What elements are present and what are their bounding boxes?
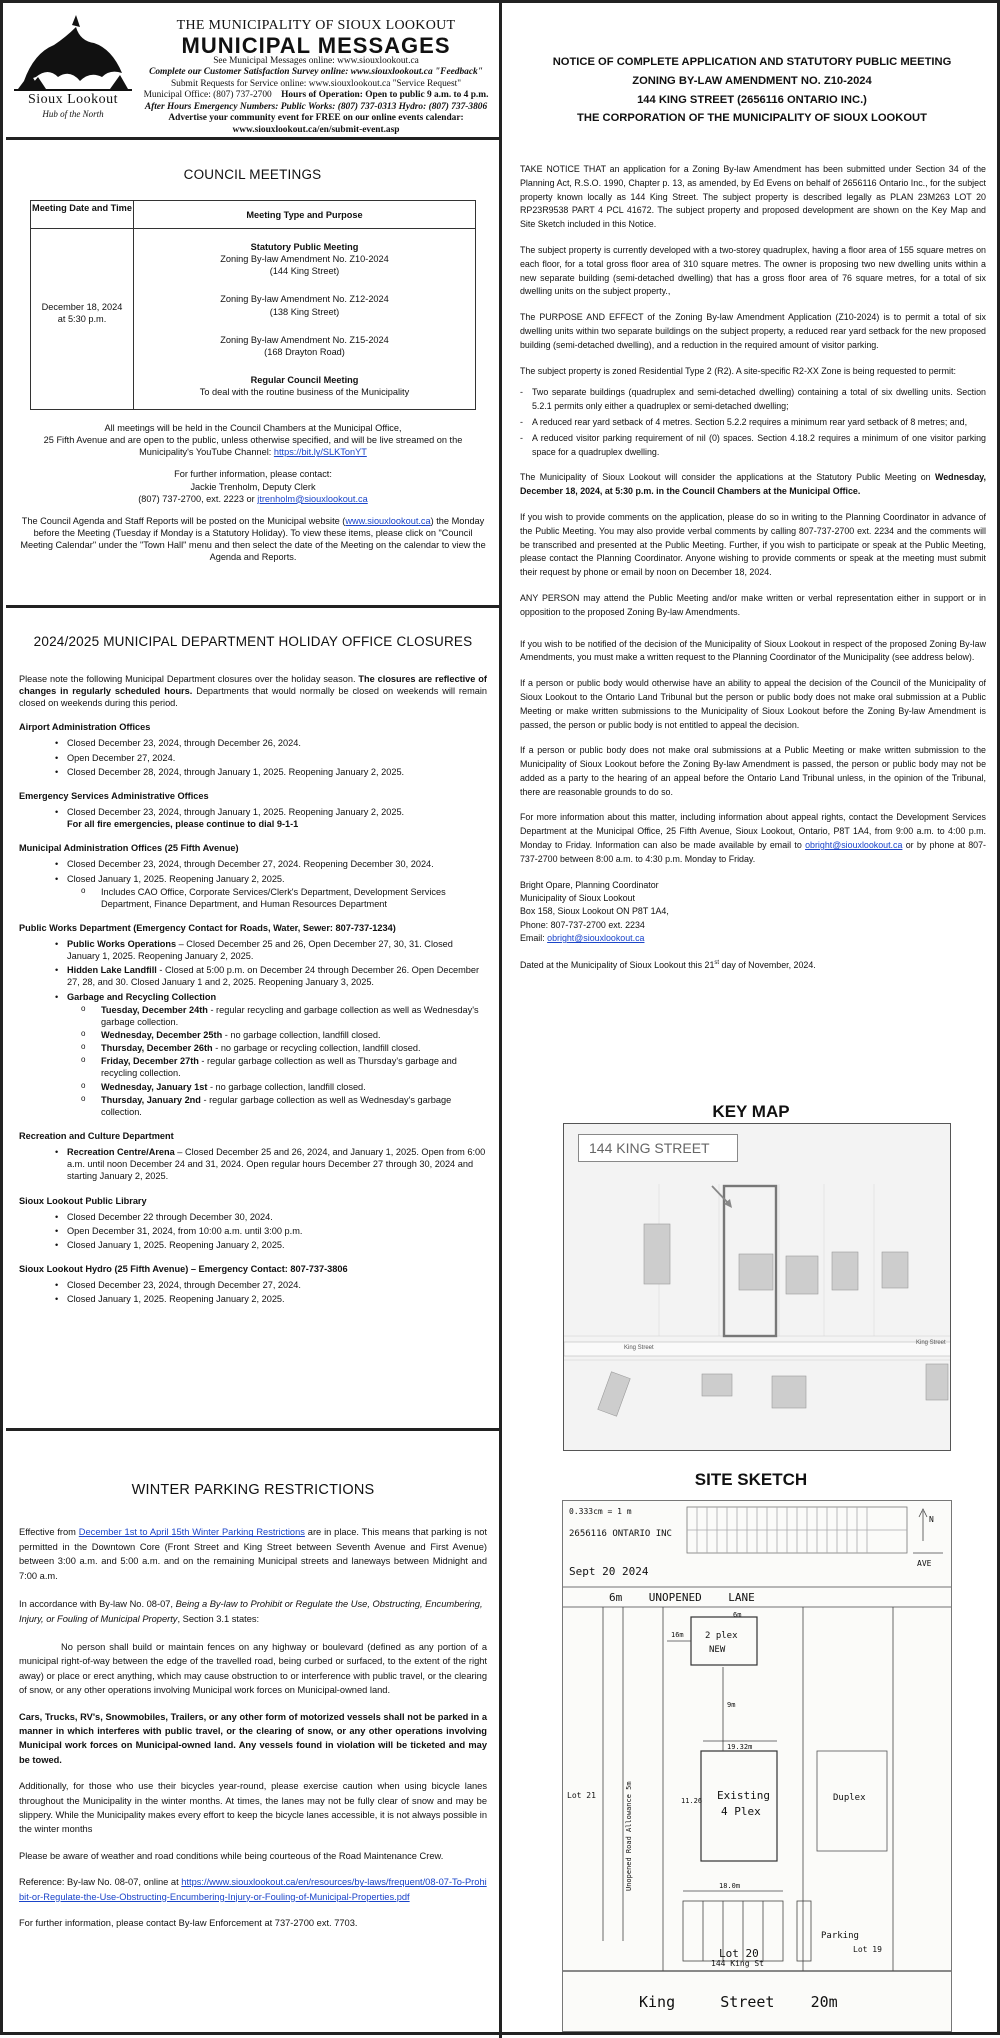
holiday-intro-c: Departments that would normally be closed on weekends will remain closed on weekends during this period. xyxy=(19,685,487,709)
contact-name: Jackie Trenholm, Deputy Clerk xyxy=(190,481,316,492)
sketch-dimension: 11.26 xyxy=(681,1797,703,1805)
masthead-line-survey: Complete our Customer Satisfaction Survey online: www.siouxlookout.ca "Feedback" xyxy=(149,67,483,78)
meeting-date-location: Wednesday, December 18, 2024, at 5:30 p.m. in the Council Chambers at the Municipal Office. xyxy=(520,472,986,497)
list-subitem: o Friday, December 27th - regular garbage collection as well as Thursday's garbage and recycling collection. xyxy=(67,1055,487,1079)
council-note-2: 25 Fifth Avenue and are open to the public, unless otherwise specified, and will be live streamed on the xyxy=(43,435,463,446)
masthead-municipality: THE MUNICIPALITY OF SIOUX LOOKOUT xyxy=(176,18,456,33)
list-item: • Public Works Operations – Closed December 25 and 26, Open December 27, 30, 31. Closed January 1, 2025. Reopening January 2, 2025. xyxy=(19,938,487,962)
sketch-ave-label: AVE xyxy=(917,1559,932,1568)
notice-heading-2: ZONING BY-LAW AMENDMENT NO. Z10-2024 xyxy=(632,74,872,87)
holiday-closures-section xyxy=(6,608,499,1428)
holiday-intro-b: The closures are reflective of changes in regularly scheduled hours. xyxy=(19,673,487,696)
meeting-1-title: Statutory Public Meeting xyxy=(250,242,359,252)
sketch-dimension: 6m xyxy=(733,1611,742,1619)
winter-parking-section xyxy=(6,1431,499,2035)
sketch-dimension: 18.0m xyxy=(719,1882,741,1890)
council-meetings-section xyxy=(6,140,499,605)
bylaw-reference-link[interactable]: https://www.siouxlookout.ca/en/resources/by-laws/frequent/08-07-To-Prohibit-or-Regulate-the-Use-Obstructing-Encumbering-Injury-or-Fouling-of-Municipal-Properties.pdf xyxy=(19,1877,487,1902)
notice-heading-1: NOTICE OF COMPLETE APPLICATION AND STATUTORY PUBLIC MEETING xyxy=(552,56,952,68)
meeting-time: at 5:30 p.m. xyxy=(57,314,107,325)
emergency-services-list xyxy=(19,806,487,830)
masthead-line-online: See Municipal Messages online: www.siouxlookout.ca xyxy=(213,56,419,66)
logo-name: Sioux Lookout xyxy=(27,92,119,107)
council-meetings-title: COUNCIL MEETINGS xyxy=(183,167,322,182)
masthead-line-emergency: After Hours Emergency Numbers: Public Works: (807) 737-0313 Hydro: (807) 737-3806 xyxy=(144,101,488,112)
list-item: - Two separate buildings (quadruplex and semi-detached dwelling) containing a total of six dwelling units. Section 5.2.1 permits only either a quadruplex or semi-detached dwelling; xyxy=(520,386,986,414)
meeting-1-address: (144 King Street) xyxy=(269,266,340,277)
council-note-3: Municipality's YouTube Channel: xyxy=(139,447,272,458)
sketch-dimension: 9m xyxy=(727,1701,736,1709)
sketch-dimension: 19.32m xyxy=(727,1743,753,1751)
sketch-lot21-label: Lot 21 xyxy=(567,1791,596,1800)
reference-label: Reference: By-law No. 08-07, online at xyxy=(19,1877,179,1888)
sketch-dimension: 16m xyxy=(671,1631,684,1639)
sketch-owner: 2656116 ONTARIO INC xyxy=(569,1529,672,1539)
bicycle-note: Additionally, for those who use their bicycles year-round, please exercise caution when using bicycle lanes throughout the Municipality in the winter months. At times, the lanes may not be fully clear of snow and may be slippery. While the Municipality makes every effort to keep the bicycle lanes accessible, it is not always possible in the winter months xyxy=(19,1781,487,1835)
list-item: • Hidden Lake Landfill - Closed at 5:00 p.m. on December 24 through December 26. Open December 27, 28, and 30. Closed January 1 and 2, 2025. Reopening January 3, 2025. xyxy=(19,964,487,988)
airport-title: Airport Administration Offices xyxy=(19,722,151,733)
list-item: • Closed December 22 through December 30, 2024. xyxy=(19,1211,487,1223)
list-item: • Recreation Centre/Arena – Closed December 25 and 26, 2024, and January 1, 2025. Open from 6:00 a.m. until noon December 24 and 31, 2024. Open regular hours December 27 through 30, 2024 and starting January 2, 2025. xyxy=(19,1146,487,1182)
municipal-admin-title: Municipal Administration Offices (25 Fifth Avenue) xyxy=(19,843,239,854)
sketch-semi-label: 2 plex xyxy=(705,1631,738,1641)
key-map-title: KEY MAP xyxy=(712,1102,790,1121)
winter-parking-title: WINTER PARKING RESTRICTIONS xyxy=(131,1482,375,1498)
list-item: • Open December 31, 2024, from 10:00 a.m. until 3:00 p.m. xyxy=(19,1225,487,1237)
list-item: • Closed December 28, 2024, through January 1, 2025. Reopening January 2, 2025. xyxy=(19,766,487,778)
notice-paragraph: TAKE NOTICE THAT an application for a Zoning By-law Amendment has been submitted under Section 34 of the Planning Act, R.S.O. 1990, Chapter p. 13, as amended, by Ed Evens on behalf of 2656116 Ontario Inc., for the subject property known locally as 144 King Street. The subject property is described legally as PLAN 23M263 LOT 20 RP23R9538 PART 4 PCL 41672. The subject property and proposed development are shown on the Key Map and Site Sketch included in this Notice. xyxy=(520,164,986,230)
list-item: • Garbage and Recycling Collection o Tuesday, December 24th - regular recycling and garbage collection as well as Wednesday's garbage collection. o Wednesday, December 25th - no garbage collection, landfill closed. o Thursday, December 26th - no garbage or recycling collection, landfill closed. o Friday, December 27th - regular garbage collection as well as Thursday's garbage and recycling collection. o Wednesday, January 1st - no garbage collection, landfill closed. o Thursday, January 2nd - regular garbage collection as well as Wednesday's garbage collection. xyxy=(19,991,487,1118)
meeting-4-title: Regular Council Meeting xyxy=(250,374,359,385)
notice-paragraph: If a person or public body does not make oral submissions at a Public Meeting or make written submission to the Municipality of Sioux Lookout before the Zoning By-law Amendment is passed, the person or public body may not be added as a party to the hearing of an appeal before the Ontario Land Tribunal unless, in the opinion of the Tribunal, there are reasonable grounds to do so. xyxy=(520,745,986,797)
youtube-link[interactable]: https://bit.ly/SLKTonYT xyxy=(273,447,367,458)
winter-p1-a: Effective from xyxy=(19,1527,76,1538)
sketch-address-label: 144 King St xyxy=(711,1959,764,1968)
meeting-3-line: Zoning By-law Amendment No. Z15-2024 xyxy=(220,334,389,345)
council-notes xyxy=(16,422,490,563)
list-item: • Closed January 1, 2025. Reopening January 2, 2025. xyxy=(19,1293,487,1305)
sketch-lot19-label: Lot 19 xyxy=(853,1945,882,1954)
list-item: - A reduced visitor parking requirement of nil (0) spaces. Section 4.18.2 requires a minimum of one visitor parking space for a quadruplex dwelling. xyxy=(520,432,986,460)
list-item: • Closed January 1, 2025. Reopening January 2, 2025. xyxy=(19,1239,487,1251)
key-map-drawing xyxy=(564,1124,951,1451)
agenda-text-a: The Council Agenda and Staff Reports will be posted on the Municipal website ( xyxy=(21,515,346,526)
winter-restrictions-link[interactable]: December 1st to April 15th Winter Parking Restrictions xyxy=(78,1527,305,1538)
signature-email-link[interactable]: obright@siouxlookout.ca xyxy=(547,933,645,944)
contact-intro: For further information, please contact: xyxy=(174,469,332,480)
sketch-quad-label: Existing xyxy=(717,1789,770,1802)
notice-heading-3: 144 KING STREET (2656116 ONTARIO INC.) xyxy=(637,93,867,106)
subject-property-label: 144 KING STREET xyxy=(578,1134,738,1162)
signature-block xyxy=(520,879,986,946)
sketch-street-label: King Street 20m xyxy=(639,1993,838,2011)
north-arrow-label: N xyxy=(929,1515,934,1524)
masthead-line-events: Advertise your community event for FREE on our online events calendar: xyxy=(168,113,464,124)
recreation-title: Recreation and Culture Department xyxy=(19,1131,174,1142)
list-subitem: o Wednesday, December 25th - no garbage collection, landfill closed. xyxy=(67,1029,487,1041)
masthead-line-office: Municipal Office: (807) 737-2700 xyxy=(143,90,272,101)
street-label: King Street xyxy=(624,1345,654,1351)
bylaw-contact: For further information, please contact By-law Enforcement at 737-2700 ext. 7703. xyxy=(19,1918,358,1928)
zoning-requests-list xyxy=(520,386,986,459)
masthead-line-requests: Submit Requests for Service online: www.siouxlookout.ca "Service Request" xyxy=(170,78,462,89)
winter-p2-a: In accordance with By-law No. 08-07, xyxy=(19,1599,173,1610)
website-link[interactable]: www.siouxlookout.ca xyxy=(345,515,431,526)
meeting-4-line: To deal with the routine business of the Municipality xyxy=(199,387,410,398)
holiday-closures-title: 2024/2025 MUNICIPAL DEPARTMENT HOLIDAY OFFICE CLOSURES xyxy=(33,634,473,649)
sketch-scale: 0.333cm = 1 m xyxy=(569,1507,632,1516)
list-subitem: o Thursday, January 2nd - regular garbage collection as well as Wednesday's garbage collection. xyxy=(67,1094,487,1118)
list-subitem: o Includes CAO Office, Corporate Services/Clerk's Department, Development Services Department, Finance Department, and Human Resources Department xyxy=(67,886,487,910)
hydro-list xyxy=(19,1279,487,1305)
airport-list xyxy=(19,737,487,777)
dated-line: Dated at the Municipality of Sioux Lookout this 21 xyxy=(520,960,715,971)
winter-p1-b: are in place. This means that parking is not permitted in the Downtown Core (Front Street and King Street between Seventh Avenue and First Avenue) between 3:00 a.m. and 5:00 a.m. and on the remaining Municipal streets and laneways between Midnight and 7:00 a.m. xyxy=(19,1527,487,1581)
emergency-services-title: Emergency Services Administrative Offices xyxy=(19,790,209,801)
meeting-1-line: Zoning By-law Amendment No. Z10-2024 xyxy=(220,254,389,265)
municipal-admin-list xyxy=(19,858,487,910)
sketch-lot-label: Lot 20 xyxy=(719,1947,759,1960)
meeting-intro: The Municipality of Sioux Lookout will consider the applications at the Statutory Public Meeting on xyxy=(520,472,931,483)
meeting-date-cell xyxy=(31,229,134,409)
meeting-table-header-type: Meeting Type and Purpose xyxy=(134,201,475,229)
notice-paragraph: If a person or public body would otherwise have an ability to appeal the decision of the Council of the Municipality of Sioux Lookout to the Ontario Land Tribunal but the person or public body does not make oral submission at a Public Meeting or make written submissions to the Municipality of Sioux Lookout before the Zoning By-law Amendment is passed, the person or public body is not entitled to appeal the decision. xyxy=(520,678,986,730)
contact-phone: (807) 737-2700, ext. 2223 or xyxy=(138,493,255,504)
public-works-list xyxy=(19,938,487,1118)
list-item: • Closed December 23, 2024, through December 27, 2024. xyxy=(19,1279,487,1291)
list-item: • Closed January 1, 2025. Reopening January 2, 2025. o Includes CAO Office, Corporate Services/Clerk's Department, Development Services Department, Finance Department, and Human Resources Department xyxy=(19,873,487,910)
meeting-purpose-cell xyxy=(134,229,475,409)
sketch-road-allowance-label: Unopened Road Allowance 5m xyxy=(625,1781,633,1891)
sketch-duplex-label: Duplex xyxy=(833,1793,866,1803)
fire-emergency-note: For all fire emergencies, please continue to dial 9-1-1 xyxy=(67,819,299,830)
agenda-text-b: ) the Monday before the Meeting (Tuesday if Monday is a Statutory Holiday). To view these items, please click on "Council Meeting Calendar" under the "Town Hall" menu and then select the date of the Meeting on the calendar to view the Agenda and Reports. xyxy=(20,515,486,563)
notice-heading-4: THE CORPORATION OF THE MUNICIPALITY OF SIOUX LOOKOUT xyxy=(577,112,927,125)
more-info-text: For more information about this matter, including information about appeal rights, contact the Development Services Department at the Municipal Office, 25 Fifth Avenue, Sioux Lookout, Ontario, P8T 1A4, from 9:00 a.m. to 4:00 p.m. Monday to Friday. Information can also be made available by email to xyxy=(520,812,986,851)
library-title: Sioux Lookout Public Library xyxy=(19,1195,147,1206)
key-map xyxy=(563,1123,951,1451)
signature-address: Box 158, Sioux Lookout ON P8T 1A4, xyxy=(520,906,669,917)
notice-paragraph: If you wish to be notified of the decision of the Municipality of Sioux Lookout in respect of the proposed Zoning By-law Amendments, you must make a written request to the Planning Coordinator of the Municipality (see address below). xyxy=(520,638,986,663)
notice-heading xyxy=(518,53,986,128)
notice-body: TAKE NOTICE THAT an application for a Zoning By-law Amendment has been submitted under Section 34 of the Planning Act, R.S.O. 1990, Chapter p. 13, as amended, by Ed Evens on behalf of 2656116 Ontario Inc., for the subject property known locally as 144 King Street. The subject property is described legally as PLAN 23M263 LOT 20 RP23R9538 PART 4 PCL 41672. The subject property and proposed development are shown on the Key Map and Site Sketch included in this Notice. The subject property is currently developed with a two-storey quadruplex, having a floor area of 155 square metres on each floor, for a total gross floor area of 310 square metres. The owner is proposing two new dwelling units within a new separate building (semi-detached dwelling) that has a gross floor area of 76 square metres, for a total of six dwelling units on the subject property., The PURPOSE AND EFFECT of the Zoning By-law Amendment Application (Z10-2024) is to permit a total of six dwelling units within two separate buildings on the subject property, a reduced rear yard setback for the new proposed building (semi-detached dwelling), and a reduction in the required amount of visitor parking. The subject property is zoned Residential Type 2 (R2). A site-specific R2-XX Zone is being requested to permit: - Two separate buildings (quadruplex and semi-detached dwelling) containing a total of six dwelling units. Section 5.2.1 permits only either a quadruplex or semi-detached dwelling; - A reduced rear yard setback of 4 metres. Section 5.2.2 requires a minimum rear yard setback of 8 metres; and, - A reduced visitor parking requirement of nil (0) spaces. Section 4.18.2 requires a minimum of one visitor parking space for a quadruplex dwelling. The Municipality of Sioux Lookout will consider the applications at the Statutory Public Meeting on Wednesday, December 18, 2024, at 5:30 p.m. in the Council Chambers at the Municipal Office. If you wish to provide comments on the application, please do so in writing to the Planning Coordinator in advance of the Public Meeting. You may also provide verbal comments by calling 807-737-2700 ext. 2234 and the comments will be transcribed and presented at the Public Meeting. Further, if you wish to participate or speak at the Public Meeting, please contact the Planning Coordinator. Anyone wishing to provide comments or speak at the meeting must submit their request by phone or email by noon on December 18, 2024. ANY PERSON may attend the Public Meeting and/or make written or verbal representation either in support or in opposition to the proposed Zoning By-law Amendments. If you wish to be notified of the decision of the Municipality of Sioux Lookout in respect of the proposed Zoning By-law Amendments, you must make a written request to the Planning Coordinator of the Municipality (see address below). If a person or public body would otherwise have an ability to appeal the decision of the Council of the Municipality of Sioux Lookout to the Ontario Land Tribunal but the person or public body does not make oral submission at a Public Meeting or make written submissions to the Municipality of Sioux Lookout before the Zoning By-law Amendment is passed, the person or public body is not entitled to appeal the decision. If a person or public body does not make oral submissions at a Public Meeting or make written submission to the Municipality of Sioux Lookout before the Zoning By-law Amendment is passed, the person or public body may not be added as a party to the hearing of an appeal before the Ontario Land Tribunal unless, in the opinion of the Tribunal, there are reasonable grounds to do so. For more information about this matter, including information about appeal rights, contact the Development Services Department at the Municipal Office, 25 Fifth Avenue, Sioux Lookout, Ontario, P8T 1A4, from 9:00 a.m. to 4:00 p.m. Monday to Friday. Information can also be made available by email to obright@siouxlookout.ca or by phone at 807-737-2700 between 8:00 a.m. to 4:30 p.m. Monday to Friday. Bright Opare, Planning Coordinator Municipality of Sioux Lookout Box 158, Sioux Lookout ON P8T 1A4, Phone: 807-737-2700 ext. 2234 Email: obright@siouxlookout.ca Dated at the Municipality of Sioux Lookout this 21st day of November, 2024. xyxy=(520,163,986,981)
signature-org: Municipality of Sioux Lookout xyxy=(520,893,635,904)
list-item: - A reduced rear yard setback of 4 metres. Section 5.2.2 requires a minimum rear yard setback of 8 metres; and, xyxy=(520,416,986,430)
meeting-table xyxy=(30,200,476,410)
masthead-line-events-url[interactable]: www.siouxlookout.ca/en/submit-event.asp xyxy=(232,124,400,135)
masthead-line-hours: Hours of Operation: Open to public 9 a.m. to 4 p.m. xyxy=(281,90,489,101)
council-note-1: All meetings will be held in the Council Chambers at the Municipal Office, xyxy=(104,423,402,433)
vehicle-warning: Cars, Trucks, RV's, Snowmobiles, Trailers, or any other form of motorized vessels shall not be parked in a manner in which interferes with public travel, or the clearing of snow, or any other operations involving Municipal work forces on Municipal-owned land. Any vessels found in violation will be ticketed and may be towed. xyxy=(19,1711,487,1765)
holiday-intro-a: Please note the following Municipal Department closures over the holiday season. xyxy=(19,673,356,684)
road-crew-note: Please be aware of weather and road conditions while being courteous of the Road Maintenance Crew. xyxy=(19,1850,444,1861)
meeting-date: December 18, 2024 xyxy=(41,302,123,312)
list-subitem: o Wednesday, January 1st - no garbage collection, landfill closed. xyxy=(67,1081,487,1093)
hydro-title: Sioux Lookout Hydro (25 Fifth Avenue) – Emergency Contact: 807-737-3806 xyxy=(19,1264,348,1275)
site-sketch xyxy=(562,1500,952,2032)
signature-email-label: Email: xyxy=(520,933,545,944)
notice-paragraph: The subject property is zoned Residential Type 2 (R2). A site-specific R2-XX Zone is being requested to permit: xyxy=(520,365,956,376)
meeting-3-address: (168 Drayton Road) xyxy=(264,346,345,357)
contact-email-link[interactable]: jtrenholm@siouxlookout.ca xyxy=(257,493,368,504)
bylaw-quote: No person shall build or maintain fences on any highway or boulevard (defined as any portion of a municipal right-of-way between the edge of the travelled road, being curbed or surfaced, to the extent of the right away) or place or erect anything, which may cause obstruction to or interference with public travel, or the clearing of snow, or any other operations involving Municipal work forces on Municipal-owned land. xyxy=(19,1641,487,1696)
garbage-schedule xyxy=(67,1004,487,1118)
library-list xyxy=(19,1211,487,1251)
notice-paragraph: The PURPOSE AND EFFECT of the Zoning By-law Amendment Application (Z10-2024) is to permit a total of six dwelling units within two separate buildings on the subject property, a reduced rear yard setback for the new proposed building (semi-detached dwelling), and a reduction in the required amount of visitor parking. xyxy=(520,312,986,350)
masthead xyxy=(6,3,499,137)
list-item: • Closed December 23, 2024, through December 26, 2024. xyxy=(19,737,487,749)
list-subitem: o Thursday, December 26th - no garbage or recycling collection, landfill closed. xyxy=(67,1042,487,1054)
meeting-2-address: (138 King Street) xyxy=(269,306,340,317)
masthead-info xyxy=(138,56,494,136)
signature-name: Bright Opare, Planning Coordinator xyxy=(520,879,659,890)
more-info-text-b: or by phone at 807-737-2700 between 8:00 a.m. to 4:30 p.m. Monday to Friday. xyxy=(520,840,986,864)
list-item: • Closed December 23, 2024, through December 27, 2024. Reopening December 30, 2024. xyxy=(19,858,487,870)
list-item: • Open December 27, 2024. xyxy=(19,752,487,764)
sketch-lane-label: 6m UNOPENED LANE xyxy=(609,1591,755,1604)
sketch-quad-label-2: 4 Plex xyxy=(721,1805,761,1818)
public-works-title: Public Works Department (Emergency Contact for Roads, Water, Sewer: 807-737-1234) xyxy=(19,922,396,933)
signature-phone: Phone: 807-737-2700 ext. 2234 xyxy=(520,919,645,930)
meeting-2-line: Zoning By-law Amendment No. Z12-2024 xyxy=(220,294,389,305)
list-subitem: o Tuesday, December 24th - regular recycling and garbage collection as well as Wednesday's garbage collection. xyxy=(67,1004,487,1028)
meeting-table-header-date: Meeting Date and Time xyxy=(31,201,134,229)
sketch-date: Sept 20 2024 xyxy=(569,1565,649,1578)
notice-paragraph: ANY PERSON may attend the Public Meeting and/or make written or verbal representation either in support or in opposition to the proposed Zoning By-law Amendments. xyxy=(520,592,986,617)
recreation-list xyxy=(19,1146,487,1182)
masthead-title: MUNICIPAL MESSAGES xyxy=(181,33,451,58)
site-sketch-title: SITE SKETCH xyxy=(694,1470,808,1489)
winter-p2-b: , Section 3.1 states: xyxy=(177,1613,260,1624)
notice-paragraph: The subject property is currently developed with a two-storey quadruplex, having a floor area of 155 square metres on each floor, for a total gross floor area of 310 square metres. The owner is proposing two new dwelling units within a new separate building (semi-detached dwelling) that has a gross floor area of 76 square metres, for a total of six dwelling units on the subject property., xyxy=(520,244,986,297)
column-divider xyxy=(499,3,502,2038)
street-label: King Street xyxy=(916,1340,946,1346)
list-item: • Closed December 23, 2024, through January 1, 2025. Reopening January 2, 2025. For all fire emergencies, please continue to dial 9-1-1 xyxy=(19,806,487,830)
sketch-parking-label: Parking xyxy=(821,1931,859,1941)
planning-email-link[interactable]: obright@siouxlookout.ca xyxy=(805,840,903,851)
sketch-semi-sub: NEW xyxy=(709,1645,726,1655)
bylaw-title: Being a By-law to Prohibit or Regulate the Use, Obstructing, Encumbering, Injury, or Fouling of Municipal Property xyxy=(19,1599,483,1624)
logo-tagline: Hub of the North xyxy=(42,109,104,119)
notice-paragraph: If you wish to provide comments on the application, please do so in writing to the Planning Coordinator in advance of the Public Meeting. You may also provide verbal comments by calling 807-737-2700 ext. 2234 and the comments will be transcribed and presented at the Public Meeting. Further, if you wish to participate or speak at the Public Meeting, please contact the Planning Coordinator. Anyone wishing to provide comments or speak at the meeting must submit their request by phone or email by noon on December 18, 2024. xyxy=(520,511,986,578)
